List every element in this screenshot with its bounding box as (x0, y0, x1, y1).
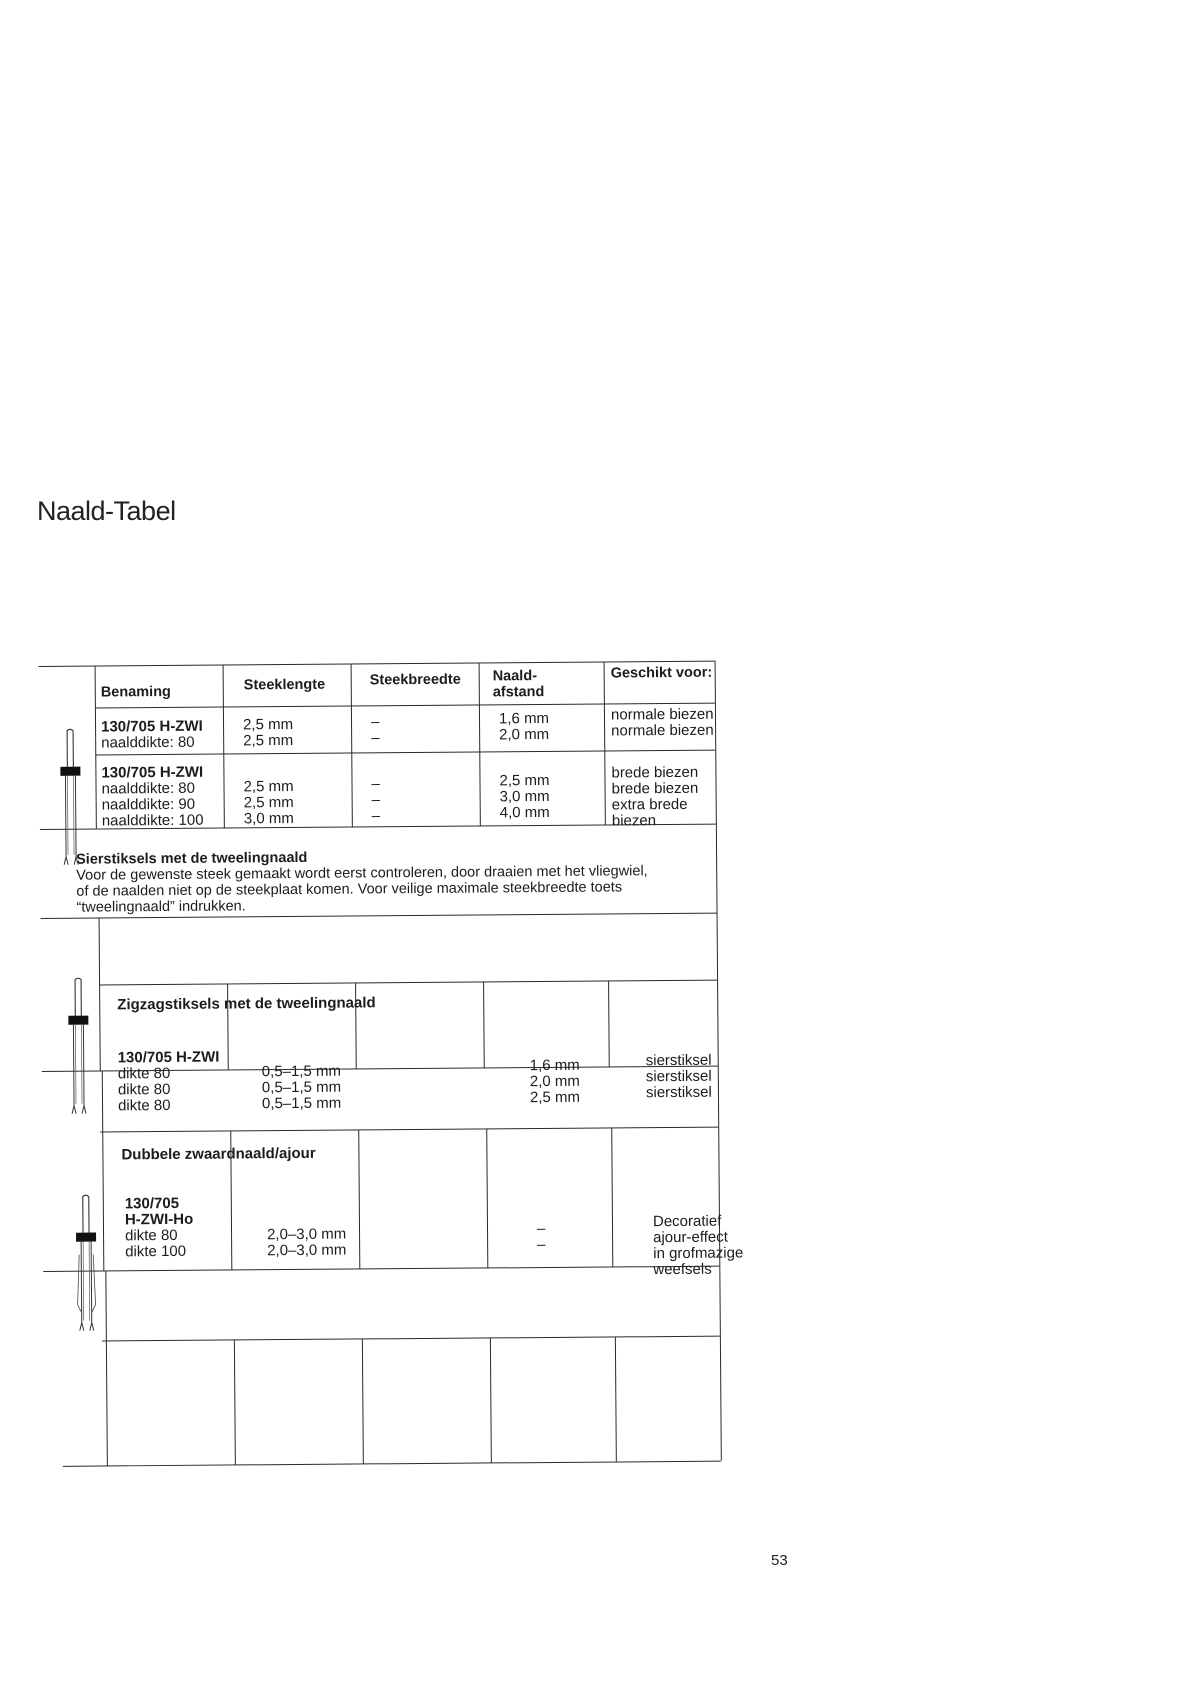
col-rule (95, 666, 98, 829)
row1-geschikt: normale biezen normale biezen (610, 705, 714, 740)
ajour-benaming: 130/705 H-ZWI-Ho dikte 80 dikte 100 (124, 1194, 194, 1261)
twin-needle-note: Sierstiksels met de tweelingnaald Voor de gewenste steek gemaakt wordt eerst controleren, door draaien met het vliegwiel, of de naalden niet op de steekplaat komen. Voor veilige maximale steekbreedte toets “tweelingnaald” indrukken. (76, 849, 648, 916)
row1-naaldafstand: 1,6 mm 2,0 mm (498, 709, 550, 744)
zigzag-benaming: 130/705 H-ZWI dikte 80 dikte 80 dikte 80 (117, 1048, 220, 1115)
col-rule (615, 1336, 617, 1461)
col-rule (223, 665, 226, 828)
zigzag-steeklengte: 0,5–1,5 mm 0,5–1,5 mm 0,5–1,5 mm (261, 1062, 342, 1113)
row1-benaming: 130/705 H-ZWI naalddikte: 80 (100, 717, 203, 752)
page-number: 53 (771, 1552, 788, 1569)
col-rule (611, 1127, 613, 1266)
col-rule (490, 1337, 492, 1462)
col-rule (604, 662, 607, 825)
col-rule (608, 981, 610, 1067)
section-zigzag-title: Zigzagstiksels met de tweelingnaald (117, 994, 376, 1014)
header-geschikt-voor: Geschikt voor: (610, 664, 713, 682)
row2-naaldafstand: 2,5 mm 3,0 mm 4,0 mm (499, 771, 550, 822)
zigzag-geschikt: sierstiksel sierstiksel sierstiksel (645, 1051, 712, 1102)
section-title-rule (99, 980, 717, 986)
col-rule (351, 664, 354, 827)
col-rule (358, 1129, 360, 1268)
ajour-geschikt: Decoratief ajour-effect in grofmazige weefsels (652, 1212, 744, 1279)
row1-steekbreedte: – – (370, 713, 380, 747)
twin-needle-icon (65, 978, 92, 1118)
table-right-rule (715, 661, 723, 1461)
col-rule (483, 981, 485, 1067)
table-bottom-rule (63, 1461, 721, 1467)
col-rule (105, 1270, 108, 1465)
col-rule (102, 1070, 105, 1270)
header-benaming: Benaming (100, 683, 171, 701)
twin-needle-icon (57, 729, 84, 869)
blank-row-rule (102, 1336, 720, 1342)
section-ajour-title: Dubbele zwaardnaald/ajour (121, 1144, 316, 1164)
wing-twin-needle-icon (73, 1195, 100, 1335)
ajour-naaldafstand: – – (536, 1220, 546, 1254)
col-rule (362, 1338, 364, 1463)
page-title: Naald-Tabel (37, 496, 176, 526)
header-naaldafstand: Naald- afstand (492, 668, 545, 701)
col-rule (479, 663, 482, 826)
col-rule (234, 1339, 236, 1464)
zigzag-naaldafstand: 1,6 mm 2,0 mm 2,5 mm (529, 1056, 581, 1107)
section-rule (43, 1266, 719, 1273)
col-rule (486, 1128, 488, 1267)
col-rule (99, 918, 101, 1071)
row2-benaming: 130/705 H-ZWI naalddikte: 80 naalddikte: 90 naalddikte: 100 (101, 763, 204, 830)
header-steeklengte: Steeklengte (243, 676, 326, 694)
row2-steekbreedte: – – – (371, 775, 381, 825)
row2-steeklengte: 2,5 mm 2,5 mm 3,0 mm (243, 777, 294, 828)
row2-geschikt: brede biezen brede biezen extra brede biezen (611, 763, 699, 830)
row1-steeklengte: 2,5 mm 2,5 mm (242, 715, 294, 750)
section-title-rule (100, 1127, 718, 1133)
header-steekbreedte: Steekbreedte (369, 671, 461, 689)
ajour-steeklengte: 2,0–3,0 mm 2,0–3,0 mm (266, 1225, 347, 1260)
